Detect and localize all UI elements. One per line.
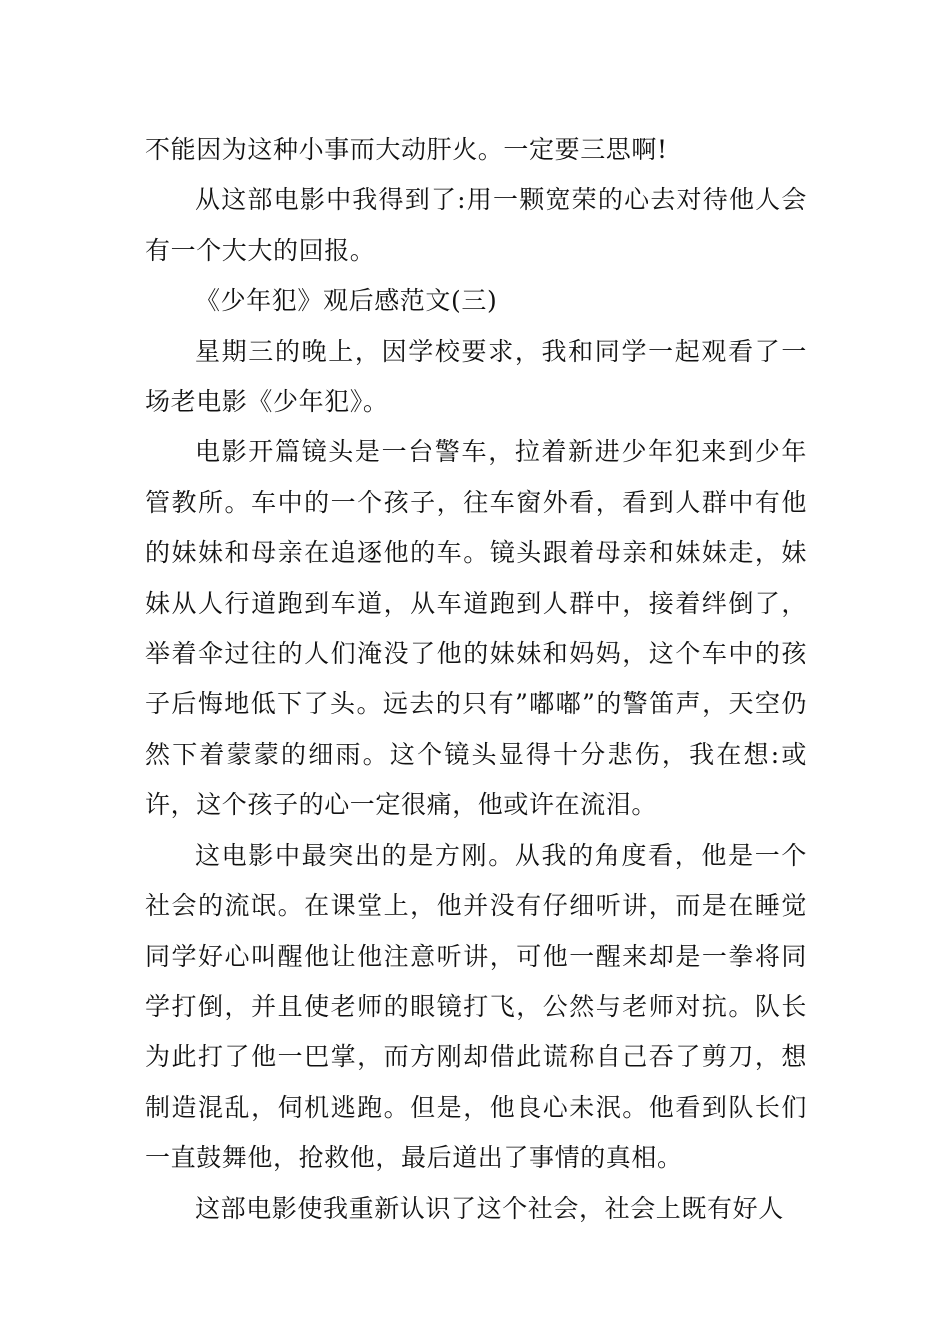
paragraph-intro: 星期三的晚上，因学校要求，我和同学一起观看了一场老电影《少年犯》。	[145, 336, 807, 417]
paragraph-reflection: 从这部电影中我得到了:用一颗宽荣的心去对待他人会有一个大大的回报。	[145, 185, 807, 265]
paragraph-conclusion: 这部电影使我重新认识了这个社会，社会上既有好人	[195, 1193, 784, 1223]
document-body	[145, 125, 807, 1234]
paragraph-fang-gang: 这电影中最突出的是方刚。从我的角度看，他是一个社会的流氓。在课堂上，他并没有仔细听讲，而是在睡觉同学好心叫醒他让他注意听讲，可他一醒来却是一拳将同学打倒，并且使老师的眼镜打飞，公然与老师对抗。队长为此打了他一巴掌，而方刚却借此谎称自己吞了剪刀，想制造混乱，伺机逃跑。但是，他良心未泯。他看到队长们一直鼓舞他，抢救他，最后道出了事情的真相。	[145, 840, 807, 1173]
section-heading: 《少年犯》观后感范文(三)	[195, 286, 498, 316]
paragraph-opening-scene: 电影开篇镜头是一台警车，拉着新进少年犯来到少年管教所。车中的一个孩子，往车窗外看，看到人群中有他的妹妹和母亲在追逐他的车。镜头跟着母亲和妹妹走，妹妹从人行道跑到车道，从车道跑到人群中，接着绊倒了，举着伞过往的人们淹没了他的妹妹和妈妈，这个车中的孩子后悔地低下了头。远去的只有”嘟嘟”的警笛声，天空仍然下着蒙蒙的细雨。这个镜头显得十分悲伤，我在想:或许，这个孩子的心一定很痛，他或许在流泪。	[145, 437, 807, 820]
paragraph-continuation: 不能因为这种小事而大动肝火。一定要三思啊!	[145, 135, 668, 164]
